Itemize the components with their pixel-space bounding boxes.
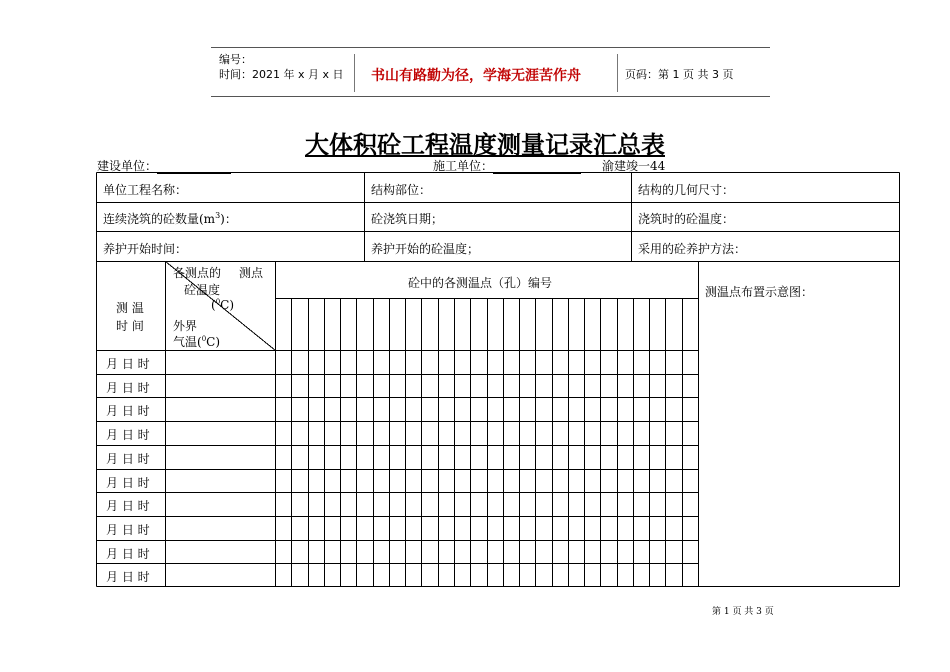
structure-part-label: 结构部位： <box>371 183 432 197</box>
row-time-label: 月 日 时 <box>106 381 150 395</box>
diag-unit-open: ( <box>211 298 216 312</box>
pour-date-label: 砼浇筑日期； <box>371 212 444 226</box>
pour-volume-text: 连续浇筑的砼数量(m <box>103 212 216 226</box>
diag-top-1: 各测点的 <box>173 266 222 280</box>
diag-bottom-2 <box>173 333 220 350</box>
construction-unit-text: 建设单位： <box>97 159 158 173</box>
header-motto: 书山有路勤为径，学海无涯苦作舟 <box>371 68 581 84</box>
curing-temp-label: 养护开始的砼温度； <box>371 242 480 256</box>
diag-top-3: 砼温度 <box>184 283 221 297</box>
diag-unit-end: C) <box>220 298 235 312</box>
pour-volume-end: )： <box>220 212 237 226</box>
curing-start-label: 养护开始时间： <box>103 242 188 256</box>
curing-method-label: 采用的砼养护方法： <box>638 242 747 256</box>
row-time-label: 月 日 时 <box>106 404 150 418</box>
row-time-label: 月 日 时 <box>106 570 150 584</box>
footer-page: 第 1 页 共 3 页 <box>712 607 774 617</box>
geometry-label: 结构的几何尺寸： <box>638 183 735 197</box>
diag-top-2: 测点 <box>239 266 264 280</box>
form-code: 渝建竣一44 <box>602 159 666 173</box>
pour-temp-label: 浇筑时的砼温度： <box>638 212 735 226</box>
diag-bottom-2-sup: 0 <box>201 335 207 343</box>
diag-bottom-2-text: 气温( <box>173 335 202 349</box>
measure-time-label: 测 温 <box>116 301 144 315</box>
points-header: 砼中的各测温点（孔）编号 <box>408 276 553 290</box>
diag-bottom-2-end: C) <box>206 335 221 349</box>
diag-unit <box>211 298 234 312</box>
diag-unit-sup: 0 <box>215 298 221 306</box>
row-time-label: 月 日 时 <box>106 547 150 561</box>
header-time: 时间：2021 年 x 月 x 日 <box>219 68 344 81</box>
header-page-info: 页码：第 1 页 共 3 页 <box>625 68 734 81</box>
page-title: 大体积砼工程温度测量记录汇总表 <box>305 130 665 159</box>
row-time-label: 月 日 时 <box>106 428 150 442</box>
row-time-label: 月 日 时 <box>106 499 150 513</box>
diag-bottom-1: 外界 <box>173 319 198 333</box>
row-time-label: 月 日 时 <box>106 523 150 537</box>
project-name-label: 单位工程名称： <box>103 183 188 197</box>
pour-volume-label <box>103 210 237 227</box>
layout-diagram-label: 测温点布置示意图： <box>705 285 814 299</box>
row-time-label: 月 日 时 <box>106 357 150 371</box>
measure-time-label-2: 时 间 <box>116 319 144 333</box>
row-time-label: 月 日 时 <box>106 476 150 490</box>
builder-unit-text: 施工单位： <box>433 159 494 173</box>
header-code-label: 编号： <box>219 53 252 66</box>
row-time-label: 月 日 时 <box>106 452 150 466</box>
pour-volume-sup: 3 <box>215 211 221 220</box>
